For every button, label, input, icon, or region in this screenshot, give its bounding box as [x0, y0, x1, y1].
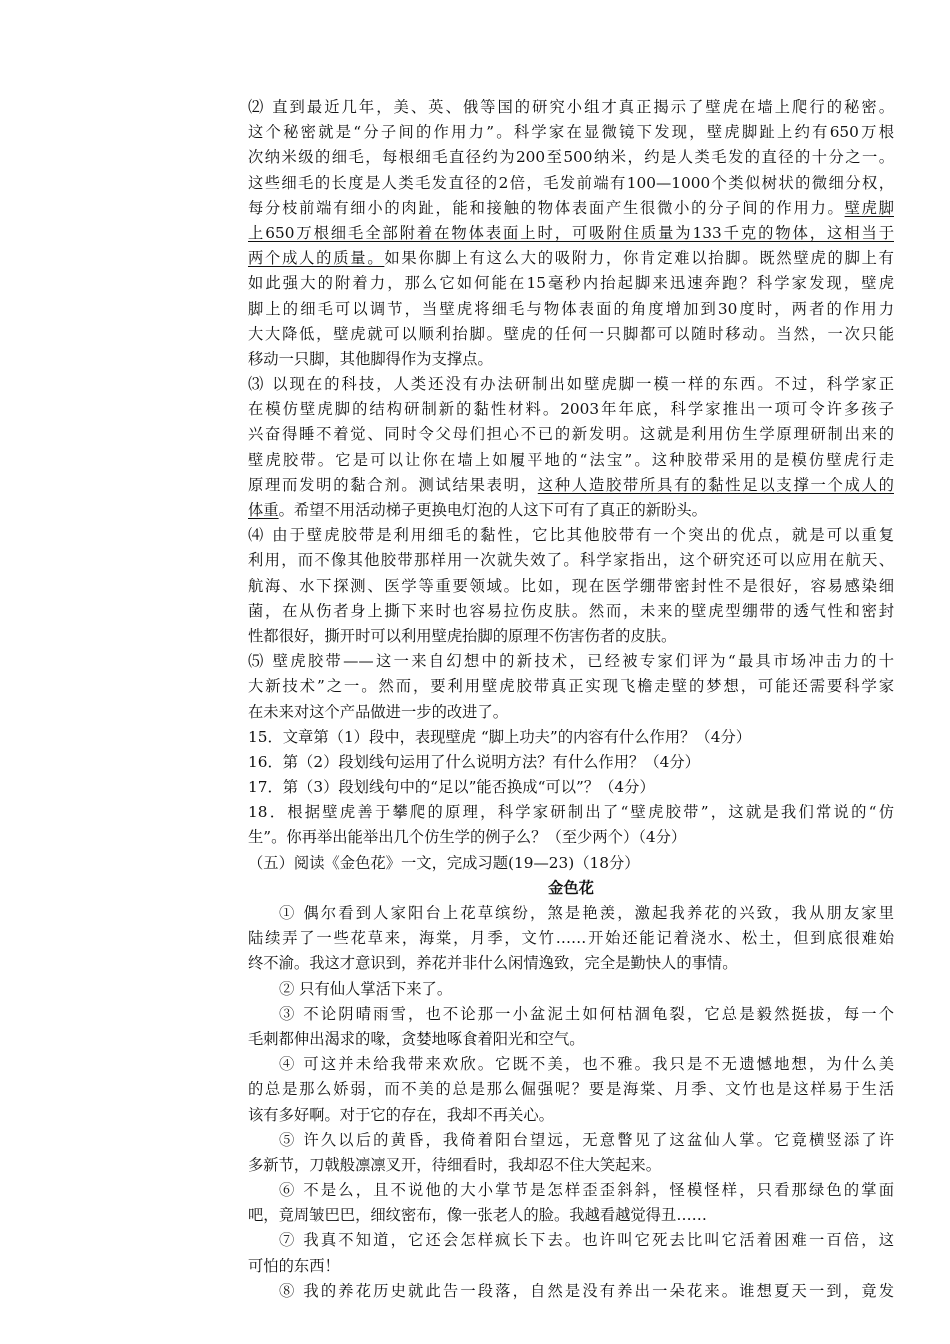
underlined-sentence: 两个成人的质量。: [248, 249, 385, 268]
paragraph-4: [248, 523, 894, 649]
text-line: 这些细毛的长度是人类毛发直径的2倍，毛发前端有100—1000个类似树状的微细分权，: [248, 173, 894, 192]
text-line: 大新技术”之一。然而，要利用壁虎胶带真正实现飞檐走壁的梦想，可能还需要科学家: [248, 677, 894, 696]
text-line: 利用，而不像其他胶带那样用一次就失效了。科学家指出，这个研究还可以应用在航天、: [248, 551, 894, 570]
text-line: ⑵ 直到最近几年，美、英、俄等国的研究小组才真正揭示了壁虎在墙上爬行的秘密。: [248, 98, 894, 116]
question-18: 18．根据壁虎善于攀爬的原理，科学家研制出了“壁虎胶带”，这就是我们常说的“仿: [248, 803, 894, 822]
text-line: 在模仿壁虎脚的结构研制新的黏性材料。2003年年底，科学家推出一项可令许多孩子: [248, 400, 894, 419]
document-page: [248, 95, 894, 1304]
question-15: 15．文章第（1）段中，表现壁虎 “脚上功夫”的内容有什么作用？（4分）: [248, 727, 752, 746]
text-segment: 原理而发明的黏合剂。测试结果表明，: [248, 475, 538, 494]
story-line: 可怕的东西！: [248, 1256, 340, 1275]
text-line: 这个秘密就是“分子间的作用力”。科学家在显微镜下发现，壁虎脚趾上约有650万根: [248, 123, 894, 142]
question-16: 16．第（2）段划线句运用了什么说明方法？有什么作用？（4分）: [248, 752, 700, 771]
text-line: 兴奋得睡不着觉、同时令父母们担心不已的新发明。这就是利用仿生学原理研制出来的: [248, 425, 894, 444]
story-line: ③ 不论阴晴雨雪，也不论那一小盆泥土如何枯涸龟裂，它总是毅然挺拔，每一个: [279, 1004, 894, 1023]
paragraph-3: [248, 372, 894, 523]
questions: [248, 725, 894, 851]
text-line: 性都很好，撕开时可以利用壁虎抬脚的原理不伤害伤者的皮肤。: [248, 626, 677, 645]
story-line: ⑥ 不是么，且不说他的大小掌节是怎样歪歪斜斜，怪模怪样，只看那绿色的掌面: [279, 1181, 894, 1200]
underlined-sentence: 体重: [248, 501, 279, 519]
underlined-sentence: 这种人造胶带所具有的黏性足以支撑一个成人的: [537, 475, 894, 494]
text-segment: 。希望不用活动梯子更换电灯泡的人这下可有了真正的新盼头。: [278, 501, 707, 519]
text-line: 脚上的细毛可以调节，当壁虎将细毛与物体表面的角度增加到30度时，两者的作用力: [248, 299, 894, 318]
text-line: [248, 221, 894, 246]
text-line: 航海、水下探测、医学等重要领域。比如，现在医学绷带密封性不是很好，容易感染细: [248, 576, 894, 595]
underlined-sentence: 壁虎脚: [844, 198, 894, 217]
text-line: 移动一只脚，其他脚得作为支撑点。: [248, 349, 493, 368]
story-line: 终不渝。我这才意识到，养花并非什么闲情逸致，完全是勤快人的事情。: [248, 954, 738, 973]
text-segment: 如果你脚上有这么大的吸附力，你肯定难以抬脚。既然壁虎的脚上有: [384, 249, 894, 268]
text-line: ⑷ 由于壁虎胶带是利用细毛的黏性，它比其他胶带有一个突出的优点，就是可以重复: [248, 526, 894, 545]
text-line: ⑸ 壁虎胶带——这一来自幻想中的新技术，已经被专家们评为“最具市场冲击力的十: [248, 652, 894, 671]
story-line: 陆续弄了一些花草来，海棠，月季，文竹……开始还能记着浇水、松土，但到底很难始: [248, 929, 894, 948]
story-line: ⑤ 许久以后的黄昏，我倚着阳台望远，无意瞥见了这盆仙人掌。它竟横竖添了许: [279, 1130, 894, 1149]
text-line: ⑶ 以现在的科技，人类还没有办法研制出如壁虎脚一模一样的东西。不过，科学家正: [248, 375, 894, 394]
question-18-cont: 生”。你再举出能举出几个仿生学的例子么？（至少两个）（4分）: [248, 828, 687, 847]
story-line: 该有多好啊。对于它的存在，我却不再关心。: [248, 1105, 554, 1124]
story-line: ① 偶尔看到人家阳台上花草缤纷，煞是艳羡，激起我养花的兴致，我从朋友家里: [279, 904, 894, 922]
section-heading: （五）阅读《金色花》一文，完成习题(19—23)（18分）: [248, 853, 640, 872]
text-line: 在未来对这个产品做进一步的改进了。: [248, 702, 509, 721]
story-line: ⑦ 我真不知道，它还会怎样疯长下去。也许叫它死去比叫它活着困难一百倍，这: [279, 1231, 894, 1250]
text-line: [248, 473, 894, 498]
text-line: 如此强大的附着力，那么它如何能在15毫秒内抬起脚来迅速奔跑？科学家发现，壁虎: [248, 274, 894, 293]
text-line: [248, 498, 894, 523]
story-line: 毛刺都伸出渴求的喙，贪婪地啄食着阳光和空气。: [248, 1029, 585, 1048]
underlined-sentence: 上650万根细毛全部附着在物体表面上时，可吸附住质量为133千克的物体，这相当于: [248, 223, 894, 242]
question-17: 17．第（3）段划线句中的“足以”能否换成“可以”？（4分）: [248, 778, 655, 797]
text-line: 次纳米级的细毛，每根细毛直径约为200至500纳米，约是人类毛发的直径的十分之一。: [248, 148, 894, 167]
story-title: 金色花: [548, 878, 594, 897]
story-line: ② 只有仙人掌活下来了。: [279, 979, 453, 998]
text-line: 大大降低，壁虎就可以顺利抬脚。壁虎的任何一只脚都可以随时移动。当然，一次只能: [248, 324, 894, 343]
paragraph-2: [248, 95, 894, 372]
story-line: 多新节，刀戟般凛凛叉开，待细看时，我却忍不住大笑起来。: [248, 1155, 662, 1174]
story-line: ④ 可这并未给我带来欢欣。它既不美，也不雅。我只是不无遗憾地想，为什么美: [279, 1055, 894, 1074]
story-line: 吧，竟周皱巴巴，细纹密布，像一张老人的脸。我越看越觉得丑……: [248, 1206, 707, 1225]
story-body: [248, 901, 894, 1304]
text-line: [248, 196, 894, 221]
paragraph-5: [248, 649, 894, 725]
text-line: 壁虎胶带。它是可以让你在墙上如履平地的“法宝”。这种胶带采用的是模仿壁虎行走: [248, 450, 894, 469]
story-line: ⑧ 我的养花历史就此告一段落，自然是没有养出一朵花来。谁想夏天一到，竟发: [279, 1281, 894, 1300]
text-segment: 每分枝前端有细小的肉趾，能和接触的物体表面产生很微小的分子间的作用力。: [248, 198, 845, 217]
story-line: 的总是那么娇弱，而不美的总是那么倔强呢？要是海棠、月季、文竹也是这样易于生活: [248, 1080, 894, 1099]
text-line: [248, 246, 894, 271]
text-line: 菌，在从伤者身上撕下来时也容易拉伤皮肤。然而，未来的壁虎型绷带的透气性和密封: [248, 601, 894, 620]
